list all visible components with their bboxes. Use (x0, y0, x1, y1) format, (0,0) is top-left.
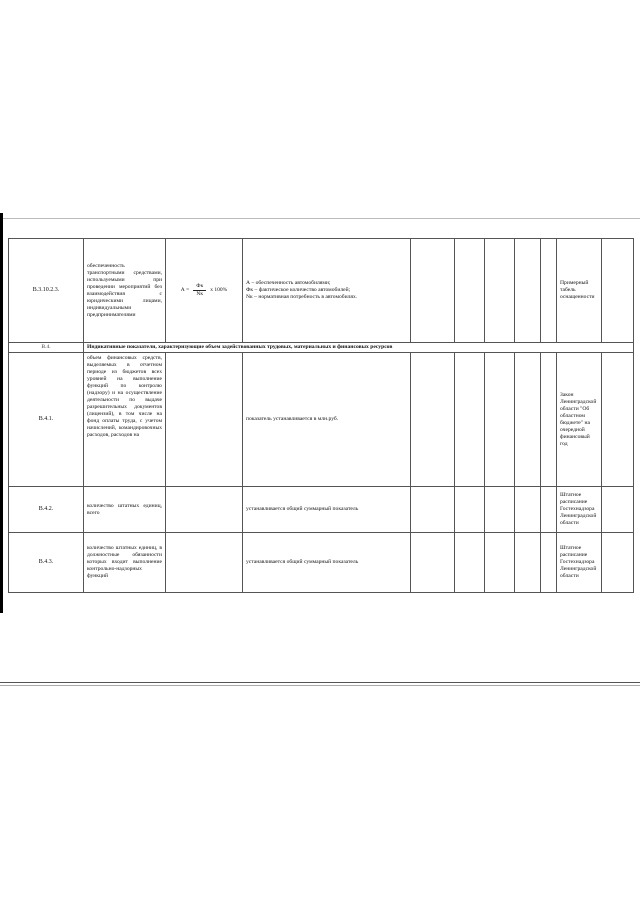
table-row (9, 239, 634, 343)
formula-fraction (193, 283, 206, 298)
row-source: Штатное расписание Гостехнадзора Ленинградской области (557, 533, 602, 593)
section-code: В.4. (9, 343, 84, 353)
row-source: Примерный табель оснащенности (557, 239, 602, 343)
scan-bottom-line-2 (0, 685, 640, 686)
row-name: количество штатных единиц, в должностные обязанности которых входит выполнение контрольно-надзорных функций (84, 533, 166, 593)
table-row (9, 353, 634, 487)
scan-top-line (0, 218, 640, 219)
scan-bottom-line (0, 682, 640, 683)
row-name: объем финансовых средств, выделяемых в отчетном периоде из бюджетов всех уровней на выполнение функций по контролю (надзору) и на осуществление деятельности по выдаче разрешительных документов (лицензий), в том числе на фонд оплаты труда, с учетом начислений, командировочных расходов, расходов на (84, 353, 166, 487)
formula-denominator: Nк (196, 291, 204, 297)
formula-lhs: А = (180, 287, 190, 293)
section-title: Индикативные показатели, характеризующие объем задействованных трудовых, материальных и финансовых ресурсов (84, 343, 634, 353)
row-method: устанавливается общий суммарный показатель (243, 533, 411, 593)
section-row (9, 343, 634, 353)
row-source: Закон Ленинградской области "Об областном бюджете" на очередной финансовый год (557, 353, 602, 487)
formula-rhs: х 100% (210, 287, 228, 293)
row-source: Штатное расписание Гостехнадзора Ленинградской области (557, 487, 602, 533)
row-code: В.4.3. (9, 533, 84, 593)
indicators-table (8, 238, 634, 593)
row-method: устанавливается общий суммарный показатель (243, 487, 411, 533)
row-method: показатель устанавливается в млн.руб. (243, 353, 411, 487)
row-method: А – обеспеченность автомобилями; Фк – фактическое количество автомобилей; Nк – нормативная потребность в автомобилях. (243, 239, 411, 343)
row-code: В.3.10.2.3. (9, 239, 84, 343)
row-code: В.4.1. (9, 353, 84, 487)
row-name: обеспеченность транспортными средствами, используемыми при проведении мероприятий без взаимодействия с юридическими лицами, индивидуальными предпринимателями (84, 239, 166, 343)
row-code: В.4.2. (9, 487, 84, 533)
table-row (9, 533, 634, 593)
table-row (9, 487, 634, 533)
row-formula (166, 239, 243, 343)
scan-left-edge (0, 213, 3, 613)
formula-numerator: Фк (193, 283, 206, 291)
row-name: количество штатных единиц, всего (84, 487, 166, 533)
